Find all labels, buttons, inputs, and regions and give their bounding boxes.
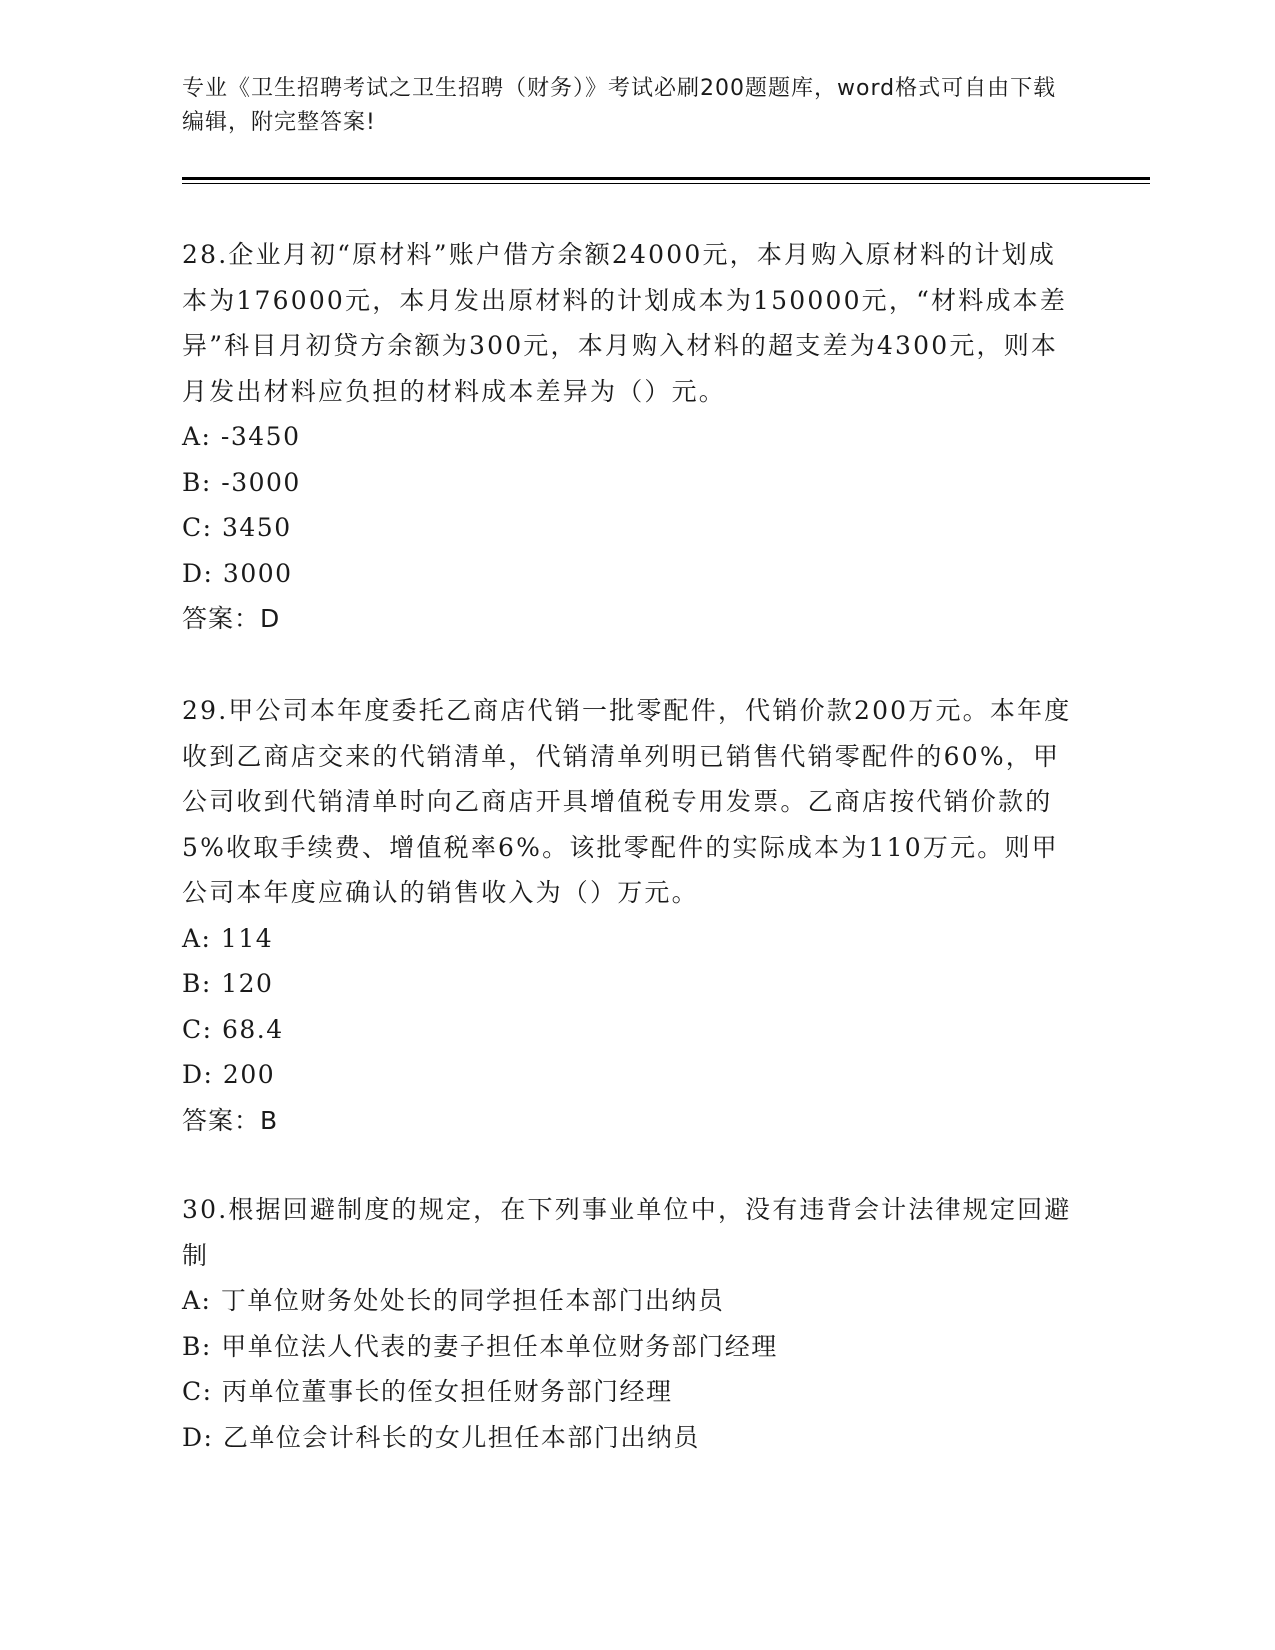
- question-29: [182, 688, 1082, 1143]
- question-30: [182, 1187, 1082, 1460]
- document-header: 专业《卫生招聘考试之卫生招聘（财务）》考试必刷200题题库，word格式可自由下载编辑，附完整答案!: [182, 76, 1057, 135]
- answer: 答案：D: [182, 604, 281, 633]
- option-b: B: -3000: [182, 467, 301, 497]
- question-text: 30.根据回避制度的规定，在下列事业单位中，没有违背会计法律规定回避制: [182, 1195, 1072, 1270]
- option-d: D: 乙单位会计科长的女儿担任本部门出纳员: [182, 1422, 700, 1452]
- header-divider-thick: [182, 177, 1150, 180]
- question-28: [182, 232, 1082, 642]
- question-text: 29.甲公司本年度委托乙商店代销一批零配件，代销价款200万元。本年度收到乙商店交来的代销清单，代销清单列明已销售代销零配件的60%，甲公司收到代销清单时向乙商店开具增值税专用发票。乙商店按代销价款的5%收取手续费、增值税率6%。该批零配件的实际成本为110万元。则甲公司本年度应确认的销售收入为（）万元。: [182, 696, 1072, 907]
- option-d: D: 3000: [182, 558, 293, 588]
- option-d: D: 200: [182, 1060, 276, 1089]
- question-text: 28.企业月初“原材料”账户借方余额24000元，本月购入原材料的计划成本为176000元，本月发出原材料的计划成本为150000元，“材料成本差异”科目月初贷方余额为300元，本月购入材料的超支差为4300元，则本月发出材料应负担的材料成本差异为（）元。: [182, 240, 1068, 406]
- option-c: C: 3450: [182, 513, 292, 542]
- option-c: C: 丙单位董事长的侄女担任财务部门经理: [182, 1377, 673, 1406]
- option-b: B: 120: [182, 969, 274, 998]
- option-a: A: -3450: [182, 422, 301, 451]
- option-c: C: 68.4: [182, 1014, 284, 1044]
- option-b: B: 甲单位法人代表的妻子担任本单位财务部门经理: [182, 1331, 778, 1361]
- option-a: A: 114: [182, 923, 274, 953]
- header-divider-thin: [182, 183, 1150, 184]
- option-a: A: 丁单位财务处处长的同学担任本部门出纳员: [182, 1286, 725, 1315]
- answer: 答案：B: [182, 1105, 279, 1135]
